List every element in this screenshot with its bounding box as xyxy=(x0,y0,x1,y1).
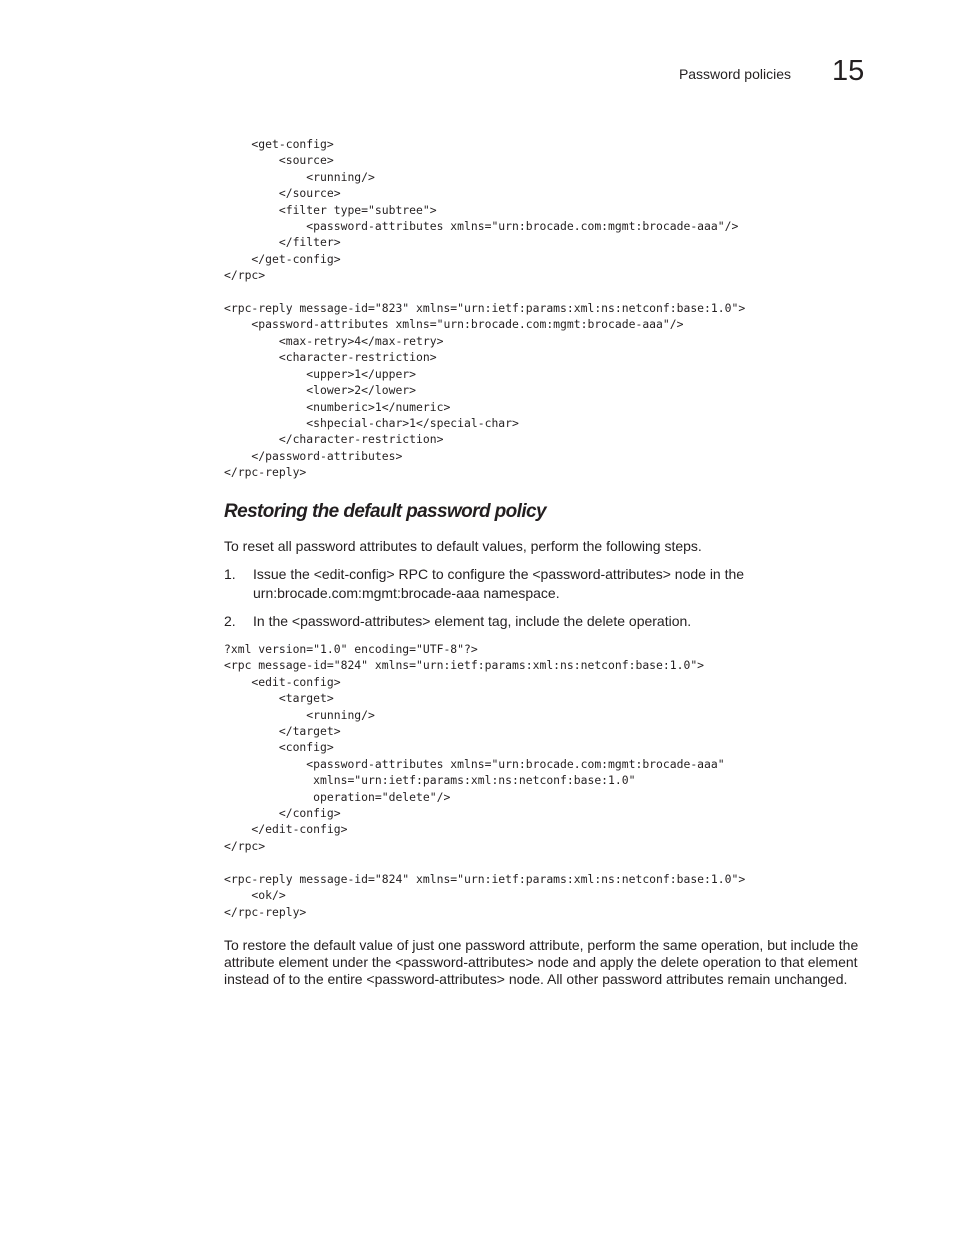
code-line: <ok/> xyxy=(224,888,286,903)
code-line: <upper>1</upper> xyxy=(224,366,417,381)
intro-paragraph: To reset all password attributes to default values, perform the following steps. xyxy=(224,538,702,554)
code-line: </rpc-reply> xyxy=(224,465,307,480)
code-line: <edit-config> xyxy=(224,674,341,689)
code-line: <max-retry>4</max-retry> xyxy=(224,333,444,348)
code-line: <password-attributes xmlns="urn:brocade.com:mgmt:brocade-aaa"/> xyxy=(224,219,739,234)
running-header-title: Password policies xyxy=(678,66,791,82)
code-line: <target> xyxy=(224,691,334,706)
step-number: 1. xyxy=(224,566,236,582)
code-block-get-config xyxy=(224,136,745,481)
code-line: <numberic>1</numeric> xyxy=(224,399,451,414)
step-item xyxy=(224,565,874,603)
code-line: </source> xyxy=(224,186,341,201)
code-line: ?xml version="1.0" encoding="UTF-8"?> xyxy=(224,642,478,656)
code-line: </config> xyxy=(224,806,341,821)
code-line: <get-config> xyxy=(224,137,334,151)
code-line: xmlns="urn:ietf:params:xml:ns:netconf:base:1.0" xyxy=(224,773,636,788)
step-text: Issue the <edit-config> RPC to configure the <password-attributes> node in the urn:brocade.com:mgmt:brocade-aaa namespace. xyxy=(253,566,745,601)
chapter-number: 15 xyxy=(832,55,865,87)
closing-paragraph: To restore the default value of just one password attribute, perform the same operation, but include the attribute element under the <password-attributes> node and apply the delete operation to that element instead of to the entire <password-attributes> node. All other password attributes remain unchanged. xyxy=(224,937,859,987)
code-line: </rpc-reply> xyxy=(224,904,307,919)
code-line: </password-attributes> xyxy=(224,448,403,463)
code-block-edit-config xyxy=(224,641,745,920)
code-line xyxy=(224,854,745,870)
code-line: <lower>2</lower> xyxy=(224,383,417,398)
code-line: operation="delete"/> xyxy=(224,789,451,804)
code-line: <rpc message-id="824" xmlns="urn:ietf:params:xml:ns:netconf:base:1.0"> xyxy=(224,658,705,673)
code-line xyxy=(224,284,745,300)
step-number: 2. xyxy=(224,613,236,629)
code-line: <config> xyxy=(224,740,334,755)
step-item xyxy=(224,612,874,631)
code-line: <filter type="subtree"> xyxy=(224,202,437,217)
code-line: </target> xyxy=(224,724,341,739)
code-line: <rpc-reply message-id="824" xmlns="urn:ietf:params:xml:ns:netconf:base:1.0"> xyxy=(224,871,746,886)
code-line: <running/> xyxy=(224,707,375,722)
code-line: <shpecial-char>1</special-char> xyxy=(224,415,519,430)
code-line: </rpc> xyxy=(224,268,266,283)
code-line: <password-attributes xmlns="urn:brocade.com:mgmt:brocade-aaa"/> xyxy=(224,317,684,332)
step-text: In the <password-attributes> element tag, include the delete operation. xyxy=(253,613,692,629)
code-line: <character-restriction> xyxy=(224,350,437,365)
code-line: </get-config> xyxy=(224,251,341,266)
code-line: <rpc-reply message-id="823" xmlns="urn:ietf:params:xml:ns:netconf:base:1.0"> xyxy=(224,301,746,316)
code-line: </edit-config> xyxy=(224,822,348,837)
code-line: </rpc> xyxy=(224,838,266,853)
code-line: </character-restriction> xyxy=(224,432,444,447)
code-line: <running/> xyxy=(224,169,375,184)
code-line: </filter> xyxy=(224,235,341,250)
code-line: <source> xyxy=(224,153,334,168)
code-line: <password-attributes xmlns="urn:brocade.com:mgmt:brocade-aaa" xyxy=(224,756,725,771)
section-heading: Restoring the default password policy xyxy=(224,501,546,522)
